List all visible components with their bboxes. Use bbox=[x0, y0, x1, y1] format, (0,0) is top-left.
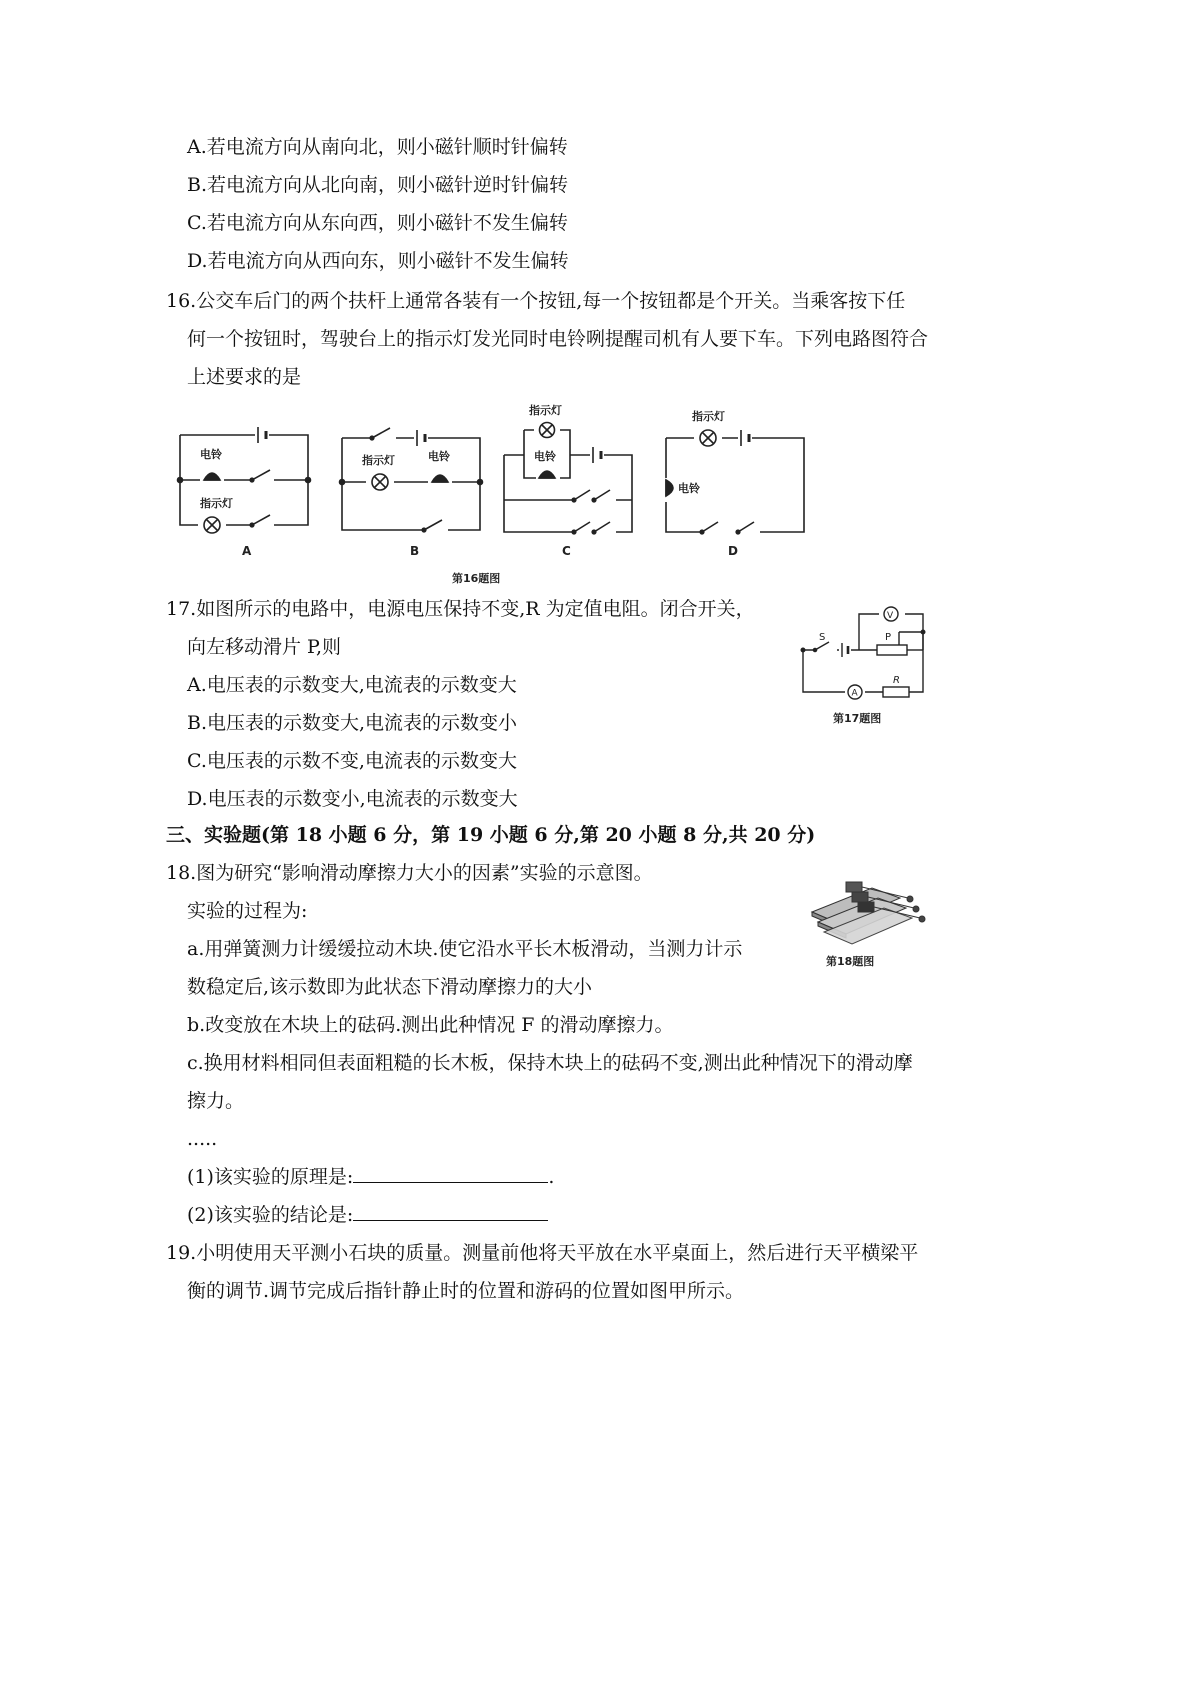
q17-resistor-label: R bbox=[893, 675, 900, 686]
q17-figure-caption: 第17题图 bbox=[833, 712, 882, 725]
q16-label-c: C bbox=[562, 544, 571, 558]
q16-label-a: A bbox=[242, 544, 252, 558]
q18-answer-blank-1[interactable] bbox=[353, 1164, 548, 1183]
q19-stem-line-1: 19.小明使用天平测小石块的质量。测量前他将天平放在水平桌面上，然后进行天平横梁平 bbox=[166, 1242, 919, 1264]
q18-sub-2-text: (2)该实验的结论是: bbox=[187, 1204, 354, 1226]
q16-label-d: D bbox=[728, 544, 738, 558]
q18-stem-line-5: b.改变放在木块上的砝码.测出此种情况 F 的滑动摩擦力。 bbox=[187, 1014, 674, 1036]
q17-ammeter-label: A bbox=[851, 688, 858, 699]
q17-option-b: B.电压表的示数变大,电流表的示数变小 bbox=[187, 712, 518, 734]
circuit-a bbox=[178, 427, 311, 558]
q16-d-lamp-label: 指示灯 bbox=[692, 410, 725, 423]
q18-stem-line-7: 擦力。 bbox=[187, 1090, 245, 1112]
q17-option-c: C.电压表的示数不变,电流表的示数变大 bbox=[187, 750, 517, 772]
q18-ellipsis: ..... bbox=[187, 1128, 218, 1150]
q15-option-b: B.若电流方向从北向南，则小磁针逆时针偏转 bbox=[187, 174, 569, 196]
q16-b-bell-label: 电铃 bbox=[428, 450, 450, 463]
q16-circuit-figure bbox=[170, 400, 820, 585]
q17-stem-line-2: 向左移动滑片 P,则 bbox=[187, 636, 342, 658]
q18-stem-line-6: c.换用材料相同但表面粗糙的长木板，保持木块上的砝码不变,测出此种情况下的滑动摩 bbox=[187, 1052, 913, 1074]
q16-label-b: B bbox=[410, 544, 420, 558]
q17-option-a: A.电压表的示数变大,电流表的示数变大 bbox=[187, 674, 517, 696]
q15-option-a: A.若电流方向从南向北，则小磁针顺时针偏转 bbox=[187, 136, 568, 158]
q16-stem-line-2: 何一个按钮时，驾驶台上的指示灯发光同时电铃咧提醒司机有人要下车。下列电路图符合 bbox=[187, 328, 929, 350]
q16-stem-line-1: 16.公交车后门的两个扶杆上通常各装有一个按钮,每一个按钮都是个开关。当乘客按下任 bbox=[166, 290, 906, 312]
q17-option-d: D.电压表的示数变小,电流表的示数变大 bbox=[187, 788, 518, 810]
q18-stem-line-4: 数稳定后,该示数即为此状态下滑动摩擦力的大小 bbox=[187, 976, 593, 998]
q17-stem-line-1: 17.如图所示的电路中，电源电压保持不变,R 为定值电阻。闭合开关， bbox=[166, 598, 755, 620]
q17-switch-label: S bbox=[819, 632, 826, 643]
q16-b-lamp-label: 指示灯 bbox=[362, 454, 395, 467]
circuit-d bbox=[660, 409, 804, 558]
circuit-b bbox=[340, 428, 483, 558]
q17-circuit-figure bbox=[795, 600, 935, 700]
q18-answer-blank-2[interactable] bbox=[353, 1202, 548, 1221]
q18-friction-figure bbox=[808, 868, 928, 948]
q15-option-d: D.若电流方向从西向东，则小磁针不发生偏转 bbox=[187, 250, 569, 272]
q18-stem-line-1: 18.图为研究“影响滑动摩擦力大小的因素”实验的示意图。 bbox=[166, 862, 653, 884]
q18-sub-question-1 bbox=[187, 1164, 554, 1190]
q18-figure-caption: 第18题图 bbox=[826, 955, 875, 968]
q17-slider-label: P bbox=[885, 632, 892, 643]
q16-d-bell-label: 电铃 bbox=[678, 482, 700, 495]
q18-stem-line-3: a.用弹簧测力计缓缓拉动木块.使它沿水平长木板滑动，当测力计示 bbox=[187, 938, 743, 960]
section-3-heading: 三、实验题(第 18 小题 6 分，第 19 小题 6 分,第 20 小题 8 分,共 20 分) bbox=[166, 824, 816, 846]
q19-stem-line-2: 衡的调节.调节完成后指针静止时的位置和游码的位置如图甲所示。 bbox=[187, 1280, 745, 1302]
q16-stem-line-3: 上述要求的是 bbox=[187, 366, 302, 388]
q18-stem-line-2: 实验的过程为: bbox=[187, 900, 308, 922]
q16-a-lamp-label: 指示灯 bbox=[200, 497, 233, 510]
q18-sub-question-2 bbox=[187, 1202, 548, 1228]
circuit-c bbox=[504, 403, 632, 558]
q17-voltmeter-label: V bbox=[887, 611, 894, 621]
q16-c-bell-label: 电铃 bbox=[534, 450, 556, 463]
q16-c-lamp-label: 指示灯 bbox=[529, 404, 562, 417]
q16-a-bell-label: 电铃 bbox=[200, 448, 222, 461]
q18-sub-1-text: (1)该实验的原理是: bbox=[187, 1166, 354, 1188]
q16-figure-caption: 第16题图 bbox=[452, 572, 501, 585]
q18-sub-1-end: . bbox=[548, 1166, 555, 1188]
q15-option-c: C.若电流方向从东向西，则小磁针不发生偏转 bbox=[187, 212, 568, 234]
